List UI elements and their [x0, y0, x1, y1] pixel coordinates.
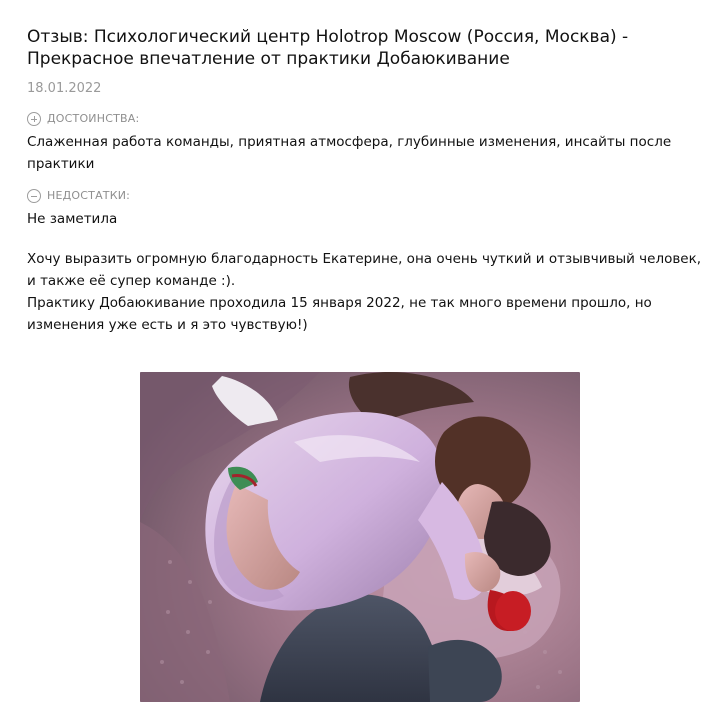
plus-circle-icon: [27, 112, 41, 126]
cons-label: НЕДОСТАТКИ:: [47, 189, 131, 202]
review-body: [27, 248, 707, 336]
pros-label: ДОСТОИНСТВА:: [47, 112, 140, 125]
pros-text: Слаженная работа команды, приятная атмосфера, глубинные изменения, инсайты после практики: [27, 134, 672, 172]
photo-embrace-icon: [140, 372, 580, 702]
minus-circle-icon: [27, 189, 41, 203]
review-paragraph: Практику Добаюкивание проходила 15 января 2022, не так много времени прошло, но изменения уже есть и я это чувствую!): [27, 295, 652, 333]
review-title: Отзыв: Психологический центр Holotrop Moscow (Россия, Москва) - Прекрасное впечатление от практики Добаюкивание: [27, 27, 629, 69]
review-paragraph: Хочу выразить огромную благодарность Екатерине, она очень чуткий и отзывчивый человек, и также её супер команде :).: [27, 251, 702, 289]
pros-header: [27, 110, 707, 128]
review-card: [27, 26, 707, 336]
cons-text: Не заметила: [27, 211, 118, 227]
cons-header: [27, 187, 707, 205]
review-date: 18.01.2022: [27, 81, 102, 96]
review-photo[interactable]: [140, 372, 580, 702]
